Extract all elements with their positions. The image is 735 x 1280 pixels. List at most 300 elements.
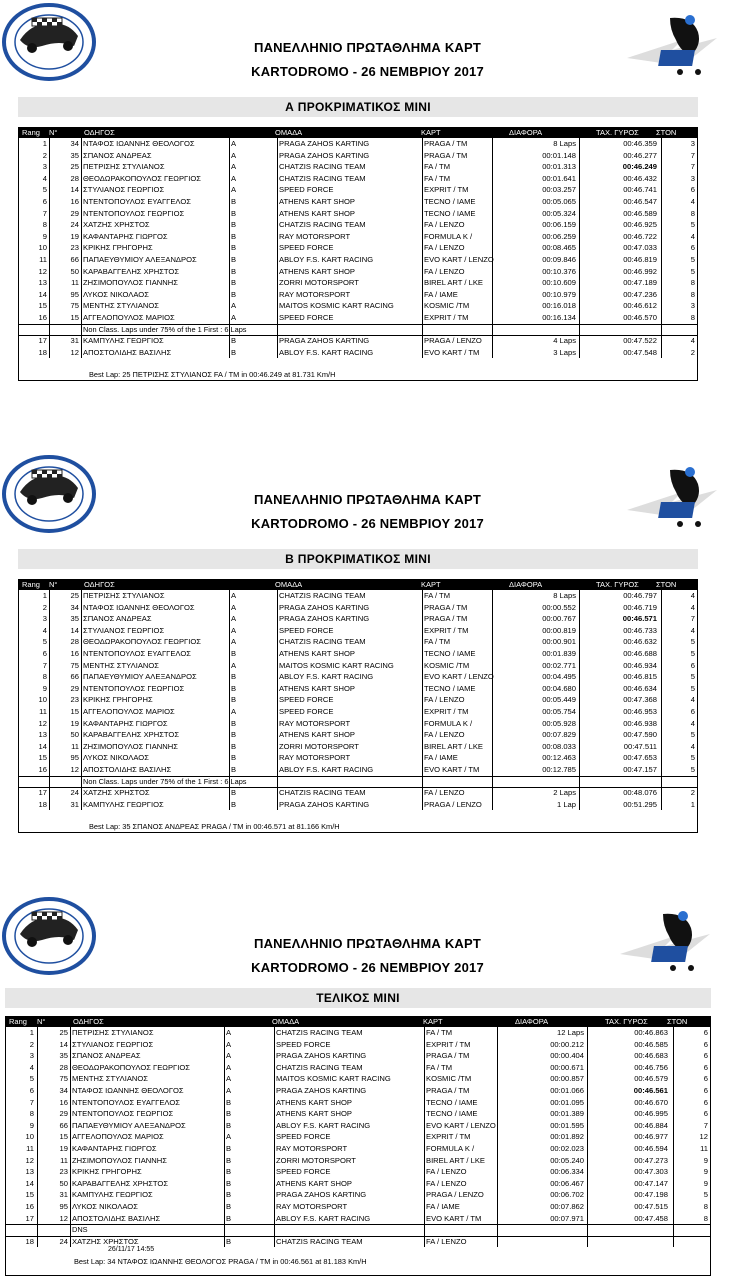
column-divider: [422, 590, 423, 810]
rank: 12: [38, 718, 47, 728]
best-lap-number: 7: [703, 1120, 708, 1130]
table-row: [19, 625, 697, 637]
class: A: [231, 637, 237, 647]
print-date: 26/11/17 14:55: [108, 1246, 155, 1254]
best-lap-time: 00:46.632: [623, 637, 657, 647]
rank: 17: [38, 336, 47, 346]
team-name: ATHENS KART SHOP: [279, 648, 355, 658]
table-row: [19, 335, 697, 347]
best-lap-time: 00:47.303: [634, 1167, 668, 1177]
kart-number: 75: [70, 301, 79, 311]
driver-name: ΣΠΑΝΟΣ ΑΝΔΡΕΑΣ: [72, 1051, 141, 1061]
kart-chassis: EXPRIT / TM: [426, 1132, 471, 1142]
kart-number: 12: [70, 347, 79, 357]
kart-chassis: PRAGA / LENZO: [424, 799, 482, 809]
best-lap-time: 00:46.995: [634, 1109, 668, 1119]
best-lap-number: 5: [690, 683, 695, 693]
best-lap-number: 8: [690, 208, 695, 218]
results-section: [0, 0, 735, 440]
class: B: [226, 1213, 232, 1223]
team-name: ZORRI MOTORSPORT: [276, 1155, 356, 1165]
table-row: [19, 161, 697, 173]
kart-number: 14: [70, 625, 79, 635]
class: B: [231, 730, 237, 740]
kart-chassis: FA / IAME: [426, 1201, 460, 1211]
team-name: ATHENS KART SHOP: [279, 266, 355, 276]
team-name: ATHENS KART SHOP: [276, 1178, 352, 1188]
team-name: CHATZIS RACING TEAM: [279, 162, 366, 172]
driver-name: ΚΑΜΠΥΛΗΣ ΓΕΩΡΓΙΟΣ: [83, 336, 164, 346]
class: A: [231, 150, 237, 160]
kart-number: 34: [70, 602, 79, 612]
nonclass-divider: [19, 324, 697, 325]
rank: 12: [38, 266, 47, 276]
table-footer-space: [6, 1247, 710, 1275]
team-name: SPEED FORCE: [279, 243, 334, 253]
best-lap-time: 00:46.756: [634, 1062, 668, 1072]
kart-chassis: KOSMIC /TM: [426, 1074, 472, 1084]
rank: 2: [29, 1039, 34, 1049]
column-header-no: N°: [37, 1017, 46, 1026]
table-row: [6, 1073, 710, 1085]
rank: 11: [39, 706, 47, 716]
rank: 16: [25, 1201, 34, 1211]
class: A: [231, 591, 237, 600]
nonclass-divider: [19, 787, 697, 788]
column-divider: [424, 1027, 425, 1247]
best-lap-number: 4: [690, 741, 695, 751]
column-header-no: N°: [49, 128, 58, 137]
column-header-rang: Rang: [9, 1017, 27, 1026]
class: A: [226, 1051, 232, 1061]
table-row: [19, 741, 697, 753]
gap: 00:00.212: [550, 1039, 584, 1049]
table-footer-space: [19, 810, 697, 832]
driver-name: ΚΑΦΑΝΤΑΡΗΣ ΓΙΩΡΓΟΣ: [83, 231, 168, 241]
kart-number: 23: [70, 695, 79, 705]
kart-chassis: PRAGA / TM: [426, 1085, 470, 1095]
best-lap-time: 00:46.547: [623, 196, 657, 206]
gap: 00:00.404: [550, 1051, 584, 1061]
kart-chassis: FORMULA K /: [426, 1143, 475, 1153]
team-name: PRAGA ZAHOS KARTING: [279, 336, 370, 346]
gap: 00:06.702: [550, 1190, 584, 1200]
table-row: [19, 694, 697, 706]
best-lap-number: 3: [690, 301, 695, 311]
class: A: [231, 173, 237, 183]
best-lap-number: 9: [703, 1155, 708, 1165]
gap: 00:01.595: [550, 1120, 584, 1130]
gap: 00:01.313: [542, 162, 576, 172]
best-lap-number: 4: [690, 695, 695, 705]
table-body: [19, 590, 697, 810]
best-lap-number: 5: [690, 672, 695, 682]
nonclass-text: DNS: [72, 1225, 88, 1235]
driver-name: ΚΡΙΚΗΣ ΓΡΗΓΟΡΗΣ: [83, 243, 153, 253]
kart-number: 35: [70, 614, 79, 624]
best-lap-number: 6: [703, 1062, 708, 1072]
best-lap-time: 00:47.458: [634, 1213, 668, 1223]
best-lap-number: 8: [690, 278, 695, 288]
gap: 00:02.771: [542, 660, 576, 670]
class: B: [231, 764, 237, 774]
kart-number: 34: [70, 139, 79, 148]
team-name: ABLOY F.S. KART RACING: [276, 1213, 371, 1223]
class: B: [231, 753, 237, 763]
best-lap-time: 00:46.733: [623, 625, 657, 635]
class: B: [231, 220, 237, 230]
best-lap-time: 00:46.722: [623, 231, 657, 241]
nonclass-text: Non Class. Laps under 75% of the 1 First : 6 Laps: [83, 776, 247, 786]
column-header-driver: ΟΔΗΓΟΣ: [73, 1017, 104, 1026]
kart-number: 95: [59, 1201, 68, 1211]
best-lap-time: 00:47.522: [623, 336, 657, 346]
best-lap-time: 00:47.147: [634, 1178, 668, 1188]
best-lap-time: 00:46.277: [623, 150, 657, 160]
kart-chassis: PRAGA / TM: [424, 150, 468, 160]
rank: 8: [42, 220, 47, 230]
team-name: SPEED FORCE: [279, 312, 334, 322]
table-row: [6, 1131, 710, 1143]
class: B: [231, 648, 237, 658]
page-title: ΠΑΝΕΛΛΗΝΙΟ ΠΡΩΤΑΘΛΗΜΑ ΚΑΡΤ: [253, 40, 482, 55]
kart-chassis: TECNO / IAME: [424, 208, 476, 218]
class: A: [226, 1074, 232, 1084]
team-name: MAITOS KOSMIC KART RACING: [279, 660, 394, 670]
team-name: RAY MOTORSPORT: [279, 231, 351, 241]
table-body: [6, 1027, 710, 1247]
team-name: PRAGA ZAHOS KARTING: [276, 1085, 367, 1095]
best-lap-time: 00:47.033: [623, 243, 657, 253]
kart-number: 15: [70, 706, 79, 716]
rank: 2: [42, 602, 47, 612]
table-row: [6, 1213, 710, 1225]
results-section: [0, 452, 735, 892]
table-row: [6, 1166, 710, 1178]
team-name: ZORRI MOTORSPORT: [279, 278, 359, 288]
kart-number: 95: [70, 753, 79, 763]
best-lap-number: 9: [703, 1167, 708, 1177]
column-divider: [81, 590, 82, 810]
kart-number: 16: [70, 648, 79, 658]
best-lap-number: 6: [703, 1097, 708, 1107]
best-lap-time: 00:46.589: [623, 208, 657, 218]
session-heading: Β ΠΡΟΚΡΙΜΑΤΙΚΟΣ ΜΙΝΙ: [18, 549, 698, 569]
kart-chassis: BIREL ART / LKE: [424, 278, 483, 288]
class: B: [226, 1190, 232, 1200]
rank: 5: [29, 1074, 34, 1084]
gap: 00:07.971: [550, 1213, 584, 1223]
rank: 15: [38, 753, 47, 763]
rank: 14: [25, 1178, 34, 1188]
kart-chassis: FA / LENZO: [424, 730, 465, 740]
kart-number: 11: [71, 278, 79, 288]
team-name: RAY MOTORSPORT: [279, 718, 351, 728]
gap: 00:04.680: [542, 683, 576, 693]
gap: 00:05.065: [542, 196, 576, 206]
team-name: CHATZIS RACING TEAM: [279, 591, 366, 600]
column-header-best: ΤΑΧ. ΓΥΡΟΣ: [596, 580, 639, 589]
session-heading: Α ΠΡΟΚΡΙΜΑΤΙΚΟΣ ΜΙΝΙ: [18, 97, 698, 117]
kart-chassis: FA / IAME: [424, 289, 458, 299]
class: B: [226, 1097, 232, 1107]
class: A: [231, 162, 237, 172]
best-lap-number: 7: [690, 150, 695, 160]
driver-name: ΝΤΑΦΟΣ ΙΩΑΝΝΗΣ ΘΕΟΛΟΓΟΣ: [83, 602, 195, 612]
team-name: PRAGA ZAHOS KARTING: [279, 150, 370, 160]
best-lap-time: 00:46.688: [623, 648, 657, 658]
kart-number: 66: [59, 1120, 68, 1130]
class: B: [231, 741, 237, 751]
column-header-team: ΟΜΑΔΑ: [275, 580, 303, 589]
best-lap-number: 6: [690, 185, 695, 195]
driver-name: ΧΑΤΖΗΣ ΧΡΗΣΤΟΣ: [83, 788, 150, 798]
gap: 00:00.767: [542, 614, 576, 624]
results-table: [18, 127, 698, 381]
kart-number: 31: [70, 336, 79, 346]
best-lap-number: 5: [690, 753, 695, 763]
class: B: [226, 1143, 232, 1153]
rank: 17: [38, 788, 47, 798]
kart-chassis: FA / LENZO: [426, 1178, 467, 1188]
kart-chassis: FA / LENZO: [424, 220, 465, 230]
page-title: ΠΑΝΕΛΛΗΝΙΟ ΠΡΩΤΑΘΛΗΜΑ ΚΑΡΤ: [253, 936, 482, 951]
team-name: SPEED FORCE: [279, 695, 334, 705]
kart-number: 14: [70, 185, 79, 195]
best-lap-number: 5: [690, 637, 695, 647]
team-name: PRAGA ZAHOS KARTING: [279, 602, 370, 612]
table-row: [6, 1120, 710, 1132]
rank: 1: [42, 591, 47, 600]
kart-number: 14: [59, 1039, 68, 1049]
nonclass-label: [6, 1224, 710, 1236]
kart-number: 50: [59, 1178, 68, 1188]
column-header-rang: Rang: [22, 128, 40, 137]
best-lap-summary: Best Lap: 34 ΝΤΑΦΟΣ ΙΩΑΝΝΗΣ ΘΕΟΛΟΓΟΣ PRAGA / TM in 00:46.561 at 81.183 Km/H: [74, 1257, 367, 1267]
driver-name: ΖΗΣΙΜΟΠΟΥΛΟΣ ΓΙΑΝΝΗΣ: [83, 278, 178, 288]
column-divider: [37, 1027, 38, 1247]
best-lap-number: 6: [690, 706, 695, 716]
team-name: ATHENS KART SHOP: [279, 683, 355, 693]
team-name: PRAGA ZAHOS KARTING: [276, 1190, 367, 1200]
kart-number: 25: [59, 1028, 68, 1037]
team-name: SPEED FORCE: [276, 1039, 331, 1049]
column-divider: [661, 138, 662, 358]
driver-name: ΛΥΚΟΣ ΝΙΚΟΛΑΟΣ: [72, 1201, 138, 1211]
kart-chassis: KOSMIC /TM: [424, 301, 470, 311]
gap: 00:06.334: [550, 1167, 584, 1177]
best-lap-time: 00:46.977: [634, 1132, 668, 1142]
gap: 00:04.495: [542, 672, 576, 682]
team-name: CHATZIS RACING TEAM: [279, 220, 366, 230]
gap: 00:06.159: [542, 220, 576, 230]
best-lap-number: 5: [690, 730, 695, 740]
best-lap-number: 6: [690, 243, 695, 253]
class: B: [231, 208, 237, 218]
class: B: [231, 289, 237, 299]
results-table: [18, 579, 698, 833]
rank: 13: [25, 1167, 34, 1177]
class: A: [231, 602, 237, 612]
driver-name: ΣΤΥΛΙΑΝΟΣ ΓΕΩΡΓΙΟΣ: [72, 1039, 154, 1049]
table-row: [19, 208, 697, 220]
class: B: [226, 1109, 232, 1119]
driver-name: ΑΓΓΕΛΟΠΟΥΛΟΣ ΜΑΡΙΟΣ: [83, 312, 175, 322]
rank: 14: [38, 741, 47, 751]
best-lap-time: 00:46.925: [623, 220, 657, 230]
kart-number: 28: [59, 1062, 68, 1072]
gap: 00:16.134: [542, 312, 576, 322]
class: B: [231, 266, 237, 276]
best-lap-time: 00:46.570: [623, 312, 657, 322]
class: A: [231, 614, 237, 624]
table-row: [19, 706, 697, 718]
table-header: [19, 579, 697, 590]
class: B: [231, 672, 237, 682]
gap: 8 Laps: [553, 139, 576, 148]
best-lap-time: 00:46.249: [622, 162, 657, 172]
team-name: ABLOY F.S. KART RACING: [279, 254, 374, 264]
team-name: PRAGA ZAHOS KARTING: [279, 799, 370, 809]
best-lap-time: 00:47.653: [623, 753, 657, 763]
kart-chassis: FA / LENZO: [426, 1236, 467, 1246]
rank: 1: [42, 139, 47, 148]
gap: 00:10.376: [542, 266, 576, 276]
best-lap-number: 6: [703, 1051, 708, 1061]
best-lap-time: 00:46.432: [623, 173, 657, 183]
best-lap-time: 00:47.590: [623, 730, 657, 740]
table-row: [6, 1178, 710, 1190]
table-body: [19, 138, 697, 358]
kart-chassis: PRAGA / TM: [426, 1051, 470, 1061]
column-divider: [229, 138, 230, 358]
kart-number: 24: [70, 788, 79, 798]
kart-chassis: FORMULA K /: [424, 231, 473, 241]
best-lap-number: 6: [703, 1039, 708, 1049]
class: B: [226, 1155, 232, 1165]
column-divider: [70, 1027, 71, 1247]
nonclass-divider: [19, 776, 697, 777]
best-lap-time: 00:46.934: [623, 660, 657, 670]
table-row: [19, 671, 697, 683]
best-lap-time: 00:46.359: [623, 139, 657, 148]
gap: 00:10.609: [542, 278, 576, 288]
gap: 00:02.023: [550, 1143, 584, 1153]
kart-chassis: FA / TM: [424, 173, 451, 183]
best-lap-number: 5: [690, 648, 695, 658]
team-name: SPEED FORCE: [276, 1132, 331, 1142]
gap: 2 Laps: [553, 788, 576, 798]
best-lap-number: 8: [703, 1201, 708, 1211]
kart-number: 29: [70, 208, 79, 218]
best-lap-number: 3: [690, 173, 695, 183]
kart-chassis: FA / TM: [424, 162, 451, 172]
class: B: [231, 799, 237, 809]
best-lap-time: 00:46.938: [623, 718, 657, 728]
table-row: [19, 277, 697, 289]
column-header-kart: ΚΑΡΤ: [421, 128, 441, 137]
class: B: [231, 695, 237, 705]
rank: 3: [42, 614, 47, 624]
column-divider: [497, 1027, 498, 1247]
rank: 11: [39, 254, 47, 264]
table-row: [6, 1050, 710, 1062]
kart-number: 24: [59, 1236, 68, 1246]
team-name: ATHENS KART SHOP: [279, 196, 355, 206]
table-row: [6, 1039, 710, 1051]
column-header-no: N°: [49, 580, 58, 589]
kart-number: 31: [70, 799, 79, 809]
class: A: [231, 660, 237, 670]
driver-name: ΝΤΑΦΟΣ ΙΩΑΝΝΗΣ ΘΕΟΛΟΓΟΣ: [83, 139, 195, 148]
kart-number: 35: [70, 150, 79, 160]
column-header-lap: ΣΤΟΝ: [656, 580, 677, 589]
gap: 00:01.839: [542, 648, 576, 658]
gap: 00:09.846: [542, 254, 576, 264]
table-row: [19, 660, 697, 672]
column-divider: [492, 590, 493, 810]
best-lap-time: 00:46.571: [622, 614, 657, 624]
table-header: [19, 127, 697, 138]
kart-chassis: EVO KART / TM: [424, 764, 480, 774]
driver-name: ΑΠΟΣΤΟΛΙΔΗΣ ΒΑΣΙΛΗΣ: [83, 347, 172, 357]
kart-chassis: EVO KART / LENZO: [426, 1120, 496, 1130]
rank: 8: [42, 672, 47, 682]
table-row: [6, 1189, 710, 1201]
session-heading: ΤΕΛΙΚΟΣ ΜΙΝΙ: [5, 988, 711, 1008]
driver-name: ΠΕΤΡΙΣΗΣ ΣΤΥΛΙΑΝΟΣ: [72, 1028, 154, 1037]
driver-name: ΚΡΙΚΗΣ ΓΡΗΓΟΡΗΣ: [72, 1167, 142, 1177]
table-row: [6, 1062, 710, 1074]
rank: 15: [38, 301, 47, 311]
kart-chassis: FORMULA K /: [424, 718, 473, 728]
kart-chassis: FA / LENZO: [424, 788, 465, 798]
best-lap-number: 2: [690, 347, 695, 357]
team-name: CHATZIS RACING TEAM: [279, 173, 366, 183]
driver-name: ΑΠΟΣΤΟΛΙΔΗΣ ΒΑΣΙΛΗΣ: [83, 764, 172, 774]
best-lap-time: 00:46.634: [623, 683, 657, 693]
class: A: [231, 301, 237, 311]
gap: 1 Lap: [556, 799, 576, 809]
results-table: [5, 1016, 711, 1276]
driver-name: ΘΕΟΔΩΡΑΚΟΠΟΥΛΟΣ ΓΕΩΡΓΙΟΣ: [83, 173, 201, 183]
best-lap-time: 00:46.612: [623, 301, 657, 311]
rank: 7: [29, 1097, 34, 1107]
gap: 4 Laps: [553, 336, 576, 346]
column-divider: [277, 590, 278, 810]
kart-chassis: PRAGA / LENZO: [424, 336, 482, 346]
kart-number: 15: [59, 1132, 68, 1142]
team-name: CHATZIS RACING TEAM: [279, 637, 366, 647]
class: A: [231, 312, 237, 322]
team-name: CHATZIS RACING TEAM: [279, 788, 366, 798]
kart-number: 19: [70, 718, 79, 728]
kart-chassis: EXPRIT / TM: [424, 185, 469, 195]
kart-number: 35: [59, 1051, 68, 1061]
gap: 00:16.018: [542, 301, 576, 311]
driver-name: ΝΤΕΝΤΟΠΟΥΛΟΣ ΕΥΑΓΓΕΛΟΣ: [83, 196, 191, 206]
gap: 00:05.449: [542, 695, 576, 705]
best-lap-time: 00:46.953: [623, 706, 657, 716]
kart-number: 19: [70, 231, 79, 241]
best-lap-number: 6: [703, 1109, 708, 1119]
column-header-rang: Rang: [22, 580, 40, 589]
best-lap-number: 4: [690, 336, 695, 346]
best-lap-time: 00:47.189: [623, 278, 657, 288]
rank: 7: [42, 208, 47, 218]
class: B: [226, 1167, 232, 1177]
team-name: ZORRI MOTORSPORT: [279, 741, 359, 751]
